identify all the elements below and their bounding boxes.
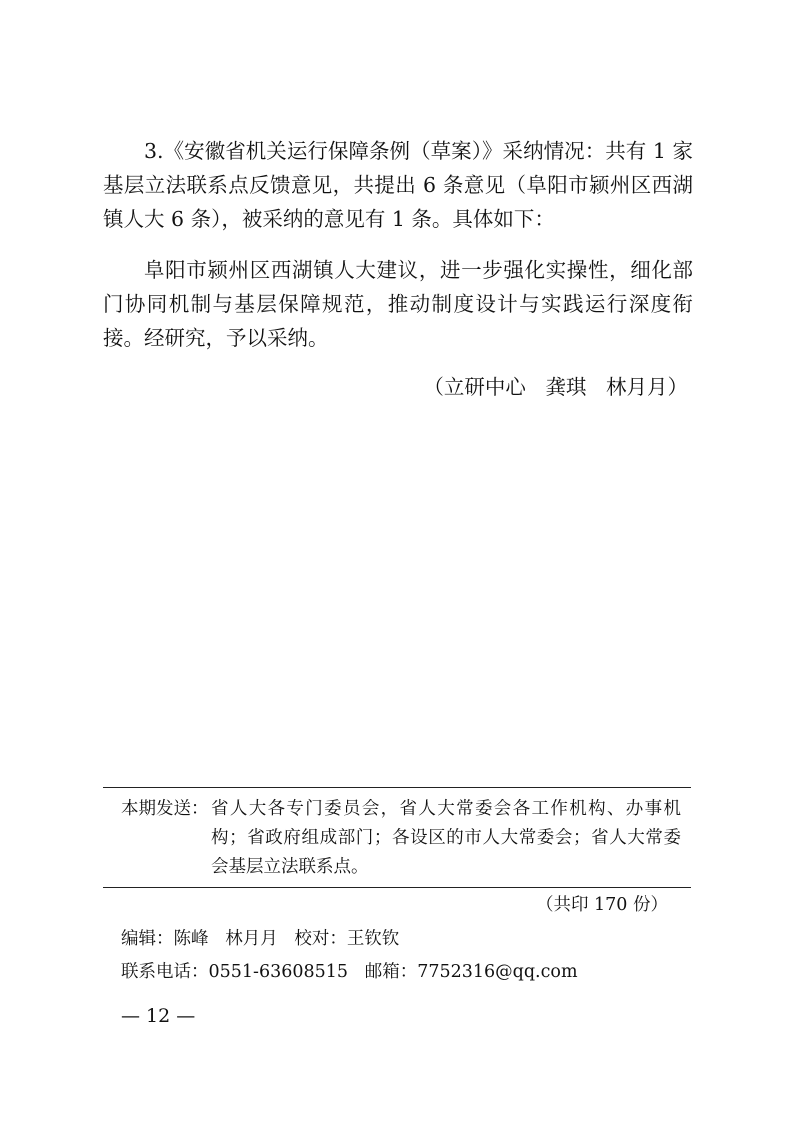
contact-info: 联系电话：0551-63608515 邮箱：7752316@qq.com (121, 962, 578, 982)
editor-credits: 编辑：陈峰 林月月 校对：王钦钦 (121, 929, 400, 949)
page-number: — 12 — (121, 1005, 196, 1027)
print-count: （共印 170 份） (535, 895, 668, 915)
footer-top-rule (103, 787, 691, 788)
distribution-label: 本期发送： (121, 799, 209, 819)
body-paragraph-adoption-status: 3.《安徽省机关运行保障条例（草案）》采纳情况：共有 1 家基层立法联系点反馈意见，共提出 6 条意见（阜阳市颍州区西湖镇人大 6 条），被采纳的意见有 1 条。具体如下： (103, 139, 693, 231)
footer-bottom-rule (103, 887, 691, 888)
distribution-recipients: 省人大各专门委员会，省人大常委会各工作机构、办事机构；省政府组成部门；各设区的市人大常委会；省人大常委会基层立法联系点。 (211, 799, 681, 877)
author-signature: （立研中心 龚琪 林月月） (423, 375, 688, 399)
body-paragraph-suggestion: 阜阳市颍州区西湖镇人大建议，进一步强化实操性，细化部门协同机制与基层保障规范，推动制度设计与实践运行深度衔接。经研究，予以采纳。 (103, 258, 693, 350)
